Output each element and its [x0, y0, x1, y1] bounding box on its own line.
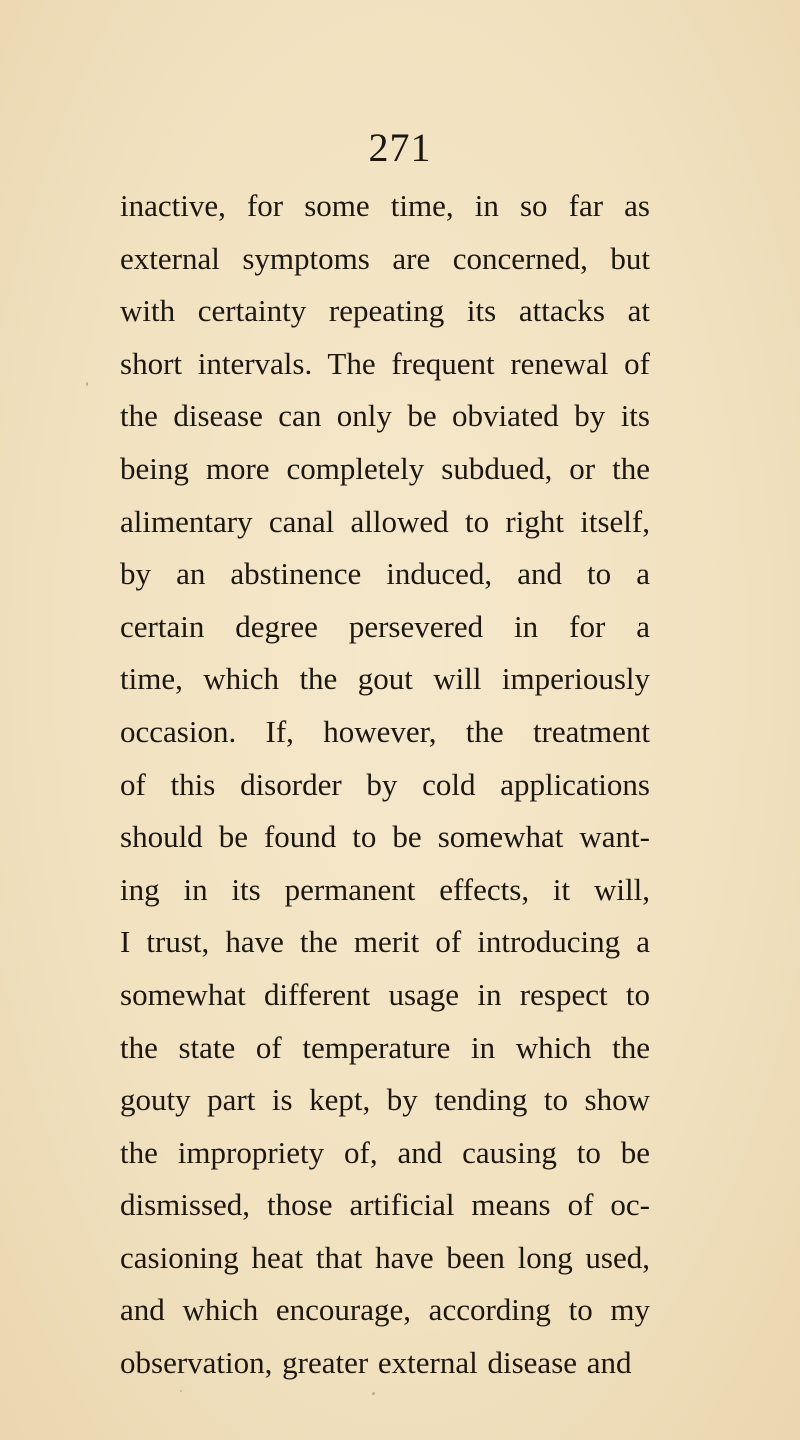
- text-line: I trust, have the merit of introducing a: [120, 924, 650, 960]
- text-line: somewhat different usage in respect to: [120, 976, 650, 1012]
- text-line: by an abstinence induced, and to a: [120, 556, 650, 592]
- paper-speck: [86, 382, 88, 386]
- text-line: certain degree persevered in for a: [120, 608, 650, 644]
- text-line: with certainty repeating its attacks at: [120, 293, 650, 329]
- text-line: the state of temperature in which the: [120, 1029, 650, 1065]
- text-line: being more completely subdued, or the: [120, 450, 650, 486]
- text-line: observation, greater external disease and: [120, 1345, 632, 1381]
- text-line: dismissed, those artificial means of oc-: [120, 1187, 650, 1223]
- paper-speck: [372, 1392, 375, 1395]
- text-line: alimentary canal allowed to right itself,: [120, 503, 650, 539]
- text-line: the disease can only be obviated by its: [120, 398, 650, 434]
- text-line: ing in its permanent effects, it will,: [120, 871, 650, 907]
- page-number: 271: [368, 125, 432, 170]
- text-line: should be found to be somewhat want-: [120, 819, 650, 855]
- text-line: occasion. If, however, the treatment: [120, 713, 650, 749]
- text-line: gouty part is kept, by tending to show: [120, 1082, 650, 1118]
- text-line: time, which the gout will imperiously: [120, 661, 650, 697]
- body-text: [120, 180, 650, 1390]
- text-line: the impropriety of, and causing to be: [120, 1134, 650, 1170]
- text-line: casioning heat that have been long used,: [120, 1239, 650, 1275]
- text-line: external symptoms are concerned, but: [120, 240, 650, 276]
- text-line: of this disorder by cold applications: [120, 766, 650, 802]
- paper-speck: [180, 1390, 182, 1392]
- text-line: short intervals. The frequent renewal of: [120, 345, 650, 381]
- text-line: inactive, for some time, in so far as: [120, 188, 650, 223]
- text-line: and which encourage, according to my: [120, 1292, 650, 1328]
